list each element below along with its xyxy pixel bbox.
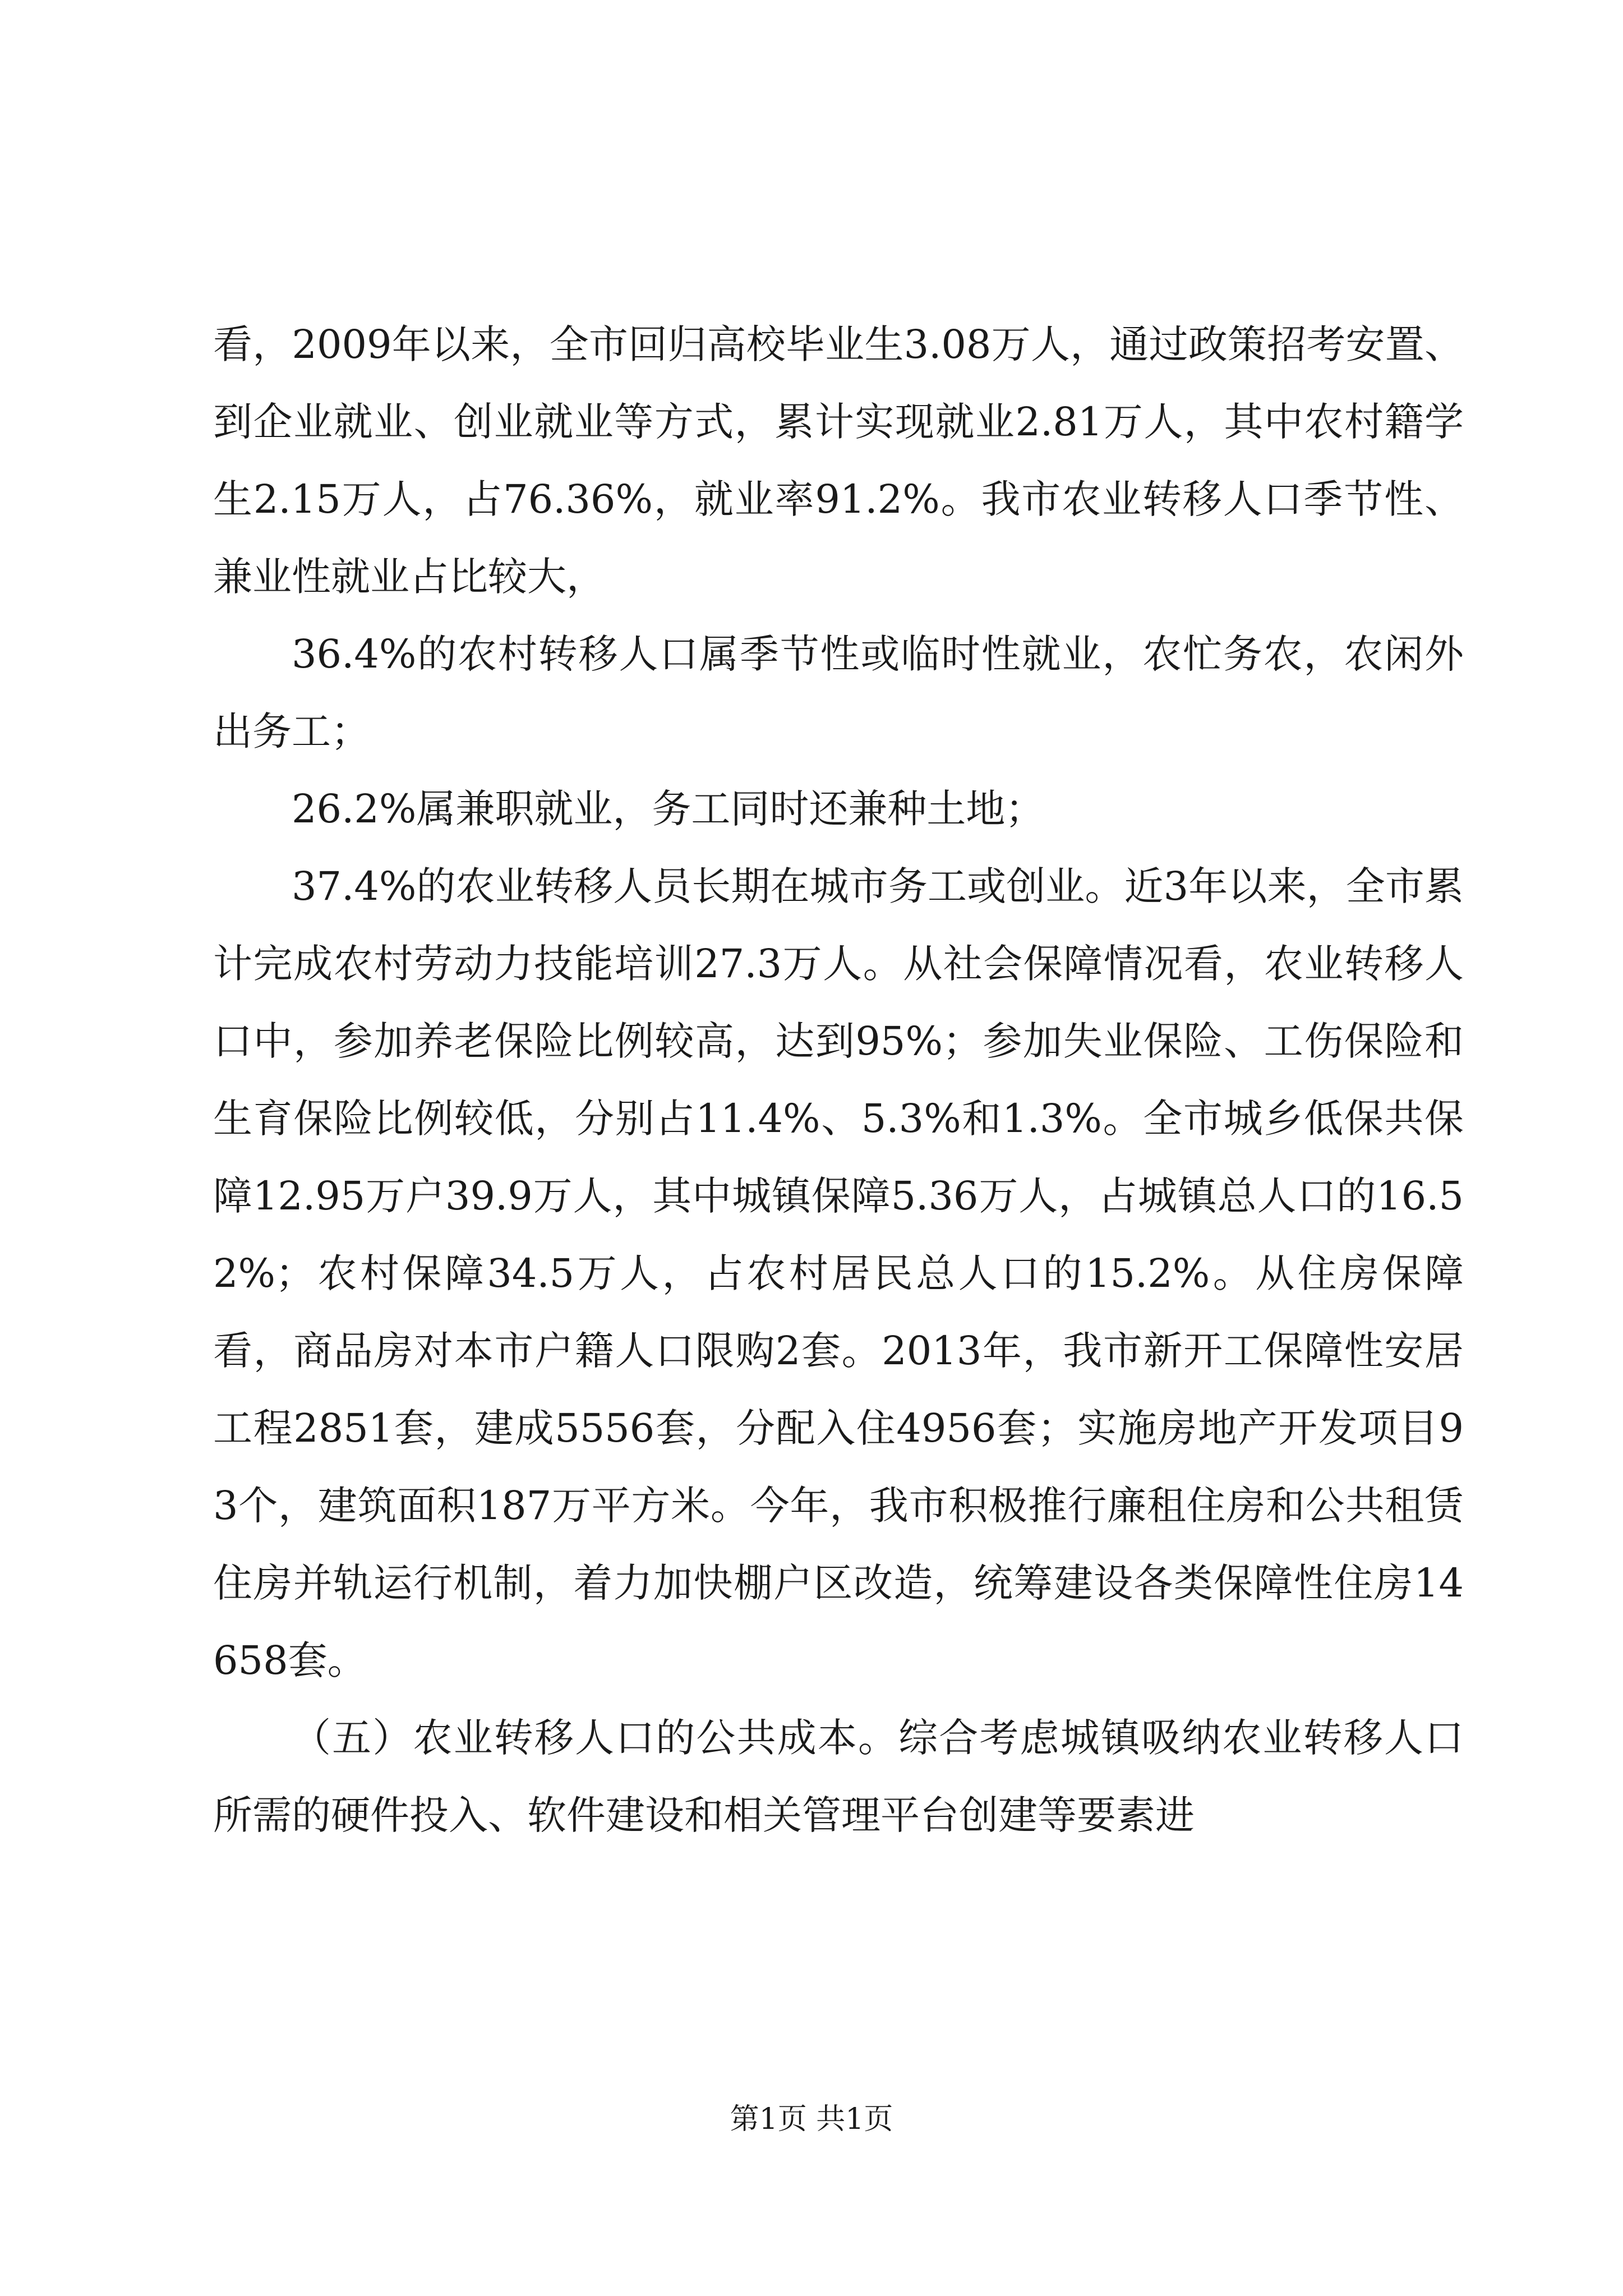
body-text bbox=[213, 306, 1464, 1854]
paragraph-4: 37.4%的农业转移人员长期在城市务工或创业。近3年以来，全市累计完成农村劳动力技能培训27.3万人。从社会保障情况看，农业转移人口中，参加养老保险比例较高，达到95%；参加失业保险、工伤保险和生育保险比例较低，分别占11.4%、5.3%和1.3%。全市城乡低保共保障12.95万户39.9万人，其中城镇保障5.36万人，占城镇总人口的16.52%；农村保障34.5万人，占农村居民总人口的15.2%。从住房保障看，商品房对本市户籍人口限购2套。2013年，我市新开工保障性安居工程2851套，建成5556套，分配入住4956套；实施房地产开发项目93个，建筑面积187万平方米。今年，我市积极推行廉租住房和公共租赁住房并轨运行机制，着力加快棚户区改造，统筹建设各类保障性住房14658套。 bbox=[213, 863, 1464, 1683]
paragraph-2: 36.4%的农村转移人口属季节性或临时性就业，农忙务农，农闲外出务工； bbox=[213, 631, 1464, 754]
paragraph-1: 看，2009年以来，全市回归高校毕业生3.08万人，通过政策招考安置、到企业就业、创业就业等方式，累计实现就业2.81万人，其中农村籍学生2.15万人，占76.36%，就业率91.2%。我市农业转移人口季节性、兼业性就业占比较大， bbox=[213, 321, 1464, 600]
paragraph-5: （五）农业转移人口的公共成本。综合考虑城镇吸纳农业转移人口所需的硬件投入、软件建设和相关管理平台创建等要素进 bbox=[213, 1715, 1464, 1838]
page-footer: 第1页 共1页 bbox=[730, 2102, 893, 2136]
paragraph-3: 26.2%属兼职就业，务工同时还兼种土地； bbox=[292, 786, 1045, 832]
